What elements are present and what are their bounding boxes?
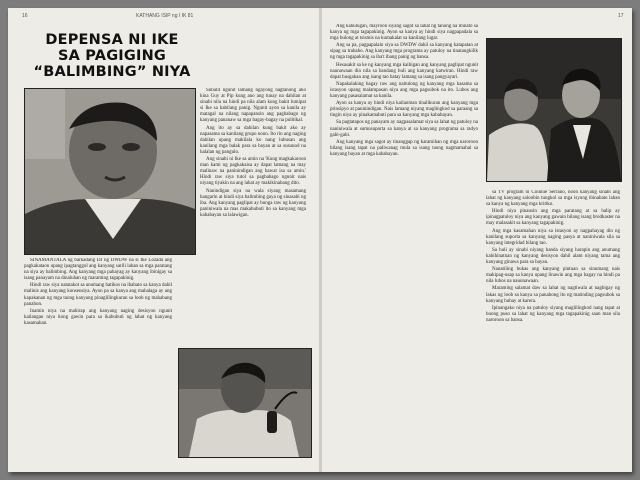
magazine-spread [8, 8, 632, 472]
paragraph: Ayon sa kanya ay hindi niya kailanman tinalikuran ang kanyang mga prinsipyo at paninindigan. Nais lamang niyang maglingkod sa paraang sa tingin niya ay pinakamabuti para sa kanyang mga kababayan. [330, 101, 478, 119]
paragraph: Napakalaking bagay raw ang naitulong ng kanyang mga kasama sa istasyon upang malampasan niya ang mga pagsubok na ito. Lubos ang kanyang pasasalamat sa kanila. [330, 81, 478, 100]
two-men-photo-icon [487, 39, 621, 181]
right-page [322, 8, 632, 472]
article-title [32, 32, 192, 80]
paragraph: Sa huli ay sinabi niyang handa siyang harapin ang anumang kahihinatnan ng kanyang desisyon dahil alam niyang tama ang kanyang ginawa para sa bayan. [486, 247, 620, 266]
page-number-right: 17 [618, 13, 624, 19]
paragraph: Ang kanyang mga sagot ay tinanggap ng karamihan ng mga naroroon bilang isang tapat na paliwanag mula sa isang taong nagmamahal sa kanyang bayan at mga kababayan. [330, 139, 478, 157]
page-number-left: 16 [22, 13, 28, 19]
right-page-text-column-right [486, 190, 620, 458]
paragraph: Ang sa pa, pagpapalain siya sa DWDW dahil sa kanyang katapatan at sipag sa trabaho. Ang kanyang mga programa ay patuloy na tinatangkilik ng mga tagapakinig sa iba't ibang panig ng bansa. [330, 43, 478, 61]
paragraph: Inamin niya na mahirap ang kanyang naging desisyon ngunit kailangan niya itong gawin para sa ikabubuti ng lahat ng kanyang kasamahan. [24, 308, 172, 326]
speaker-photo-icon [179, 349, 311, 457]
paragraph: Hesasakit sa ke ng kanyang mga kaibigan ang kanyang paglipat ngunit naunawaan din nila sa bandang huli ang kanyang katwiran. Hindi raw dapat husgahan ang isang tao batay lamang sa isang pangyayari. [330, 62, 478, 80]
paragraph: Hindi raw siya natatakot sa anumang batikos na ibabato sa kanya dahil malinis ang kanyang konsensiya. Ayon pa sa kanya ang mahalaga ay ang kapakanan ng mga taong kanyang pinaglilingkuran sa loob ng mahabang panahon. [24, 283, 172, 307]
paragraph: Hindi niya pinansin ang mga paratang at sa halip ay ipinagpatuloy niya ang kanyang gawain bilang isang brodkaster na may malasakit sa kanyang tagapakinig. [486, 209, 620, 227]
speaker-photo [178, 348, 312, 458]
title-line-2: SA PAGIGING [57, 48, 167, 64]
paragraph: Ang sinabi ni Ike sa amin na 'Kung magkakaroon man kami ng pagkakaisa ay dapat lamang na may malinaw na paninindigan ang bawat isa sa amin.' Hindi raw siya tutol sa pagbabago ngunit nais niyang tiyakin na ang lahat ay makikinabang dito. [200, 157, 306, 187]
portrait-photo-icon [25, 89, 195, 254]
two-men-photo [486, 38, 622, 182]
left-page-text-column-bottom [24, 258, 172, 456]
left-page [8, 8, 319, 472]
paragraph: Ang kahulugan, mayroon siyang sagot sa lahat ng tanong na ibinato sa kanya ng mga tagapakinig. Ayon sa kanya ay hindi siya nagpapadala sa mga bulong at tsismis na kumakalat sa kanilang lugar. [330, 24, 478, 42]
running-head: KATHANG ISIP ng I IK 81 [136, 13, 194, 19]
paragraph: Sa pagtatapos ng panayam ay nagpasalamat siya sa lahat ng patuloy na naniniwala at sumusuporta sa kanya at sa kanyang programa sa radyo gabi-gabi. [330, 120, 478, 138]
portrait-photo [24, 88, 196, 255]
paragraph: Nanatiling bukas ang kanyang pintuan sa sinumang nais makipag-usap sa kanya upang linawin ang mga bagay na hindi pa nila lubos na nauunawaan. [486, 267, 620, 285]
title-line-1: DEPENSA NI IKE [45, 32, 179, 48]
paragraph: Maraming salamat daw sa lahat ng nagtiwala at nagbigay ng lakas ng loob sa kanya sa panahong ito ng matinding pagsubok sa kanyang buhay at karera. [486, 286, 620, 304]
paragraph: sa TV program ni Coinnie Serrano, noon kanyang sinabi ang lahat ng kanyang saloobin tungkol sa mga isyung ibinabato laban sa kanya ng kanyang mga kritiko. [486, 190, 620, 208]
paragraph: Subalit ngunit lamang ngayong nagtanong ako kina Guy at Pip kung ano ang tunay na dahilan at sinabi nila na hindi pa nila alam kung bakit lumipat si Ike sa kabilang panig. Ngunit ayon sa kanila ay matagal na nilang napapansin ang pagbabago ng kanyang pananaw sa mga bagay-bagay na pulitikal. [200, 88, 306, 124]
title-line-3: “BALIMBING” NIYA [33, 64, 191, 80]
paragraph: Ang mga kasamahan niya sa istasyon ay nagpahayag din ng kanilang suporta sa kanyang naging pasya at naniniwala sila sa kanyang integridad bilang tao. [486, 228, 620, 246]
right-page-text-column-left [330, 24, 478, 458]
paragraph: Nanindigan siya na wala siyang masamang hangarin at hindi siya balimbing gaya ng sinasabi ng iba. Ang kanyang paglipat ay bunga raw ng kanyang paniniwala na mas makabubuti ito sa kanyang mga kababayan sa lalawigan. [200, 188, 306, 218]
paragraph: Ipinangako niya na patuloy siyang maglilingkod nang tapat at buong puso sa lahat ng kanyang mga tagapakinig saan man sila naroroon sa bansa. [486, 305, 620, 323]
left-page-text-column-right [200, 88, 306, 348]
paragraph: Ang ito ay sa dahilan kung bakit ako ay napasama sa kanilang grupo noon. Ito rin ang naging dahilan upang makilala ko nang lubusan ang kanilang mga balak para sa bayan at sa susunod na halalan ng pangulo. [200, 125, 306, 155]
paragraph: SINAMANTALA ng barkadang DJ ng DWDW na si Ike Lozada ang pagkakataon upang ipagtanggol ang kanyang sarili laban sa mga paratang na siya ay balimbing. Ang kanyang mga pahayag ay kanyang ibinigay sa isang panayam na dinaluhan ng maraming tagapakinig. [24, 258, 172, 282]
